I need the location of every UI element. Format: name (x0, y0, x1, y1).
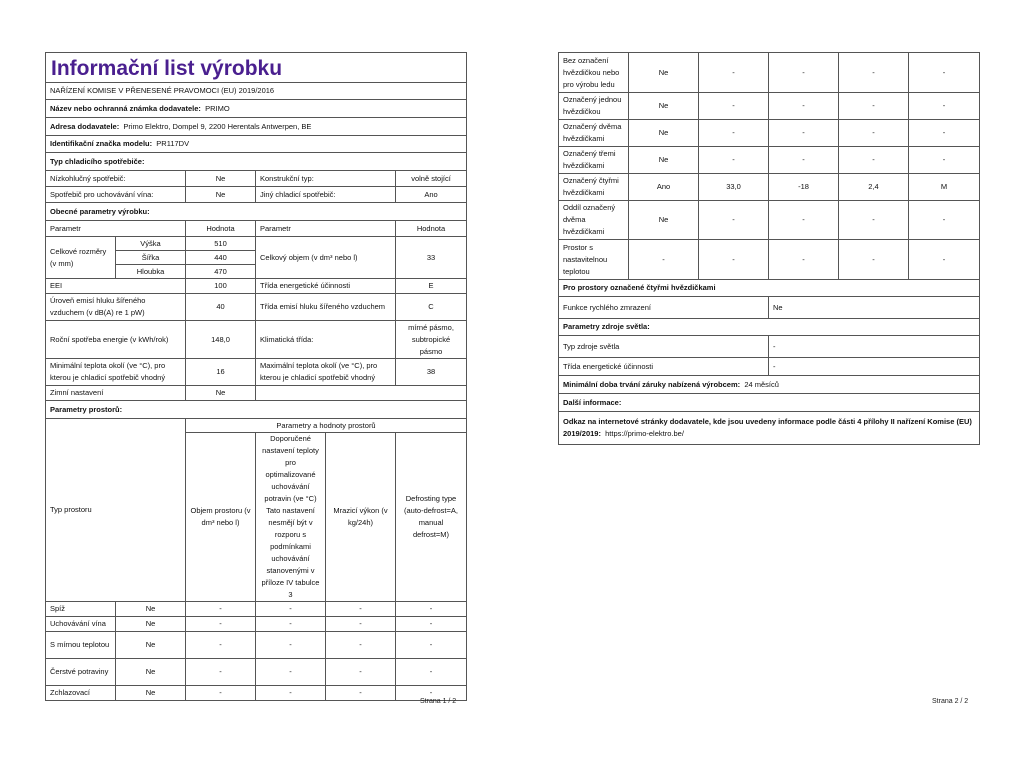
light-class-label: Třída energetické účinnosti (559, 358, 769, 376)
compartment-name: Bez označení hvězdičkou nebo pro výrobu ledu (559, 53, 629, 93)
compartment-volume: - (186, 602, 256, 617)
compartment-volume: - (186, 632, 256, 659)
total-volume-label: Celkový objem (v dm³ nebo l) (256, 237, 396, 279)
page-2-table (558, 52, 980, 445)
compartment-name: Uchovávání vína (46, 617, 116, 632)
compartment-present: Ne (629, 147, 699, 174)
compartment-defrost: - (396, 617, 467, 632)
volume-column-header: Objem prostoru (v dm³ nebo l) (186, 433, 256, 602)
compartment-freeze: - (839, 53, 909, 93)
winter-setting-label: Zimní nastavení (46, 386, 186, 401)
compartment-temp: - (256, 602, 326, 617)
compartment-group-header: Parametry a hodnoty prostorů (186, 419, 467, 433)
four-star-heading: Pro prostory označené čtyřmi hvězdičkami (559, 280, 980, 297)
noise-class-label: Třída emisí hluku šířeného vzduchem (256, 294, 396, 321)
empty-cell (256, 386, 467, 401)
width-value: 440 (186, 251, 256, 265)
compartment-defrost: - (909, 120, 980, 147)
low-noise-label: Nízkohlučný spotřebič: (46, 171, 186, 187)
other-appliance-label: Jiný chladicí spotřebič: (256, 187, 396, 203)
compartment-name: Prostor s nastavitelnou teplotou (559, 240, 629, 280)
compartment-freeze: - (326, 659, 396, 686)
compartment-present: Ne (116, 602, 186, 617)
compartment-freeze: - (326, 632, 396, 659)
compartment-name: Oddíl označený dvěma hvězdičkami (559, 201, 629, 240)
regulation-line: NAŘÍZENÍ KOMISE V PŘENESENÉ PRAVOMOCI (EU) 2019/2016 (46, 83, 467, 100)
compartment-defrost: - (909, 201, 980, 240)
compartment-name: Zchlazovací (46, 686, 116, 701)
fast-freeze-label: Funkce rychlého zmrazení (559, 297, 769, 319)
light-source-heading: Parametry zdroje světla: (559, 319, 980, 336)
appliance-type-heading: Typ chladicího spotřebiče: (46, 153, 467, 171)
climate-class-label: Klimatická třída: (256, 321, 396, 359)
compartment-type-header: Typ prostoru (46, 419, 186, 602)
param-header-2: Parametr (256, 221, 396, 237)
noise-class-value: C (396, 294, 467, 321)
supplier-website: Odkaz na internetové stránky dodavatele, kde jsou uvedeny informace podle části 4 přílohy II nařízení Komise (EU) 2019/2019: https://primo-elektro.be/ (559, 412, 980, 445)
compartment-present: Ne (629, 93, 699, 120)
compartment-temp: - (256, 617, 326, 632)
supplier-address: Adresa dodavatele: Primo Elektro, Dompel 9, 2200 Herentals Antwerpen, BE (46, 118, 467, 136)
more-info-heading: Další informace: (559, 394, 980, 412)
max-temp-label: Maximální teplota okolí (ve °C), pro kterou je chladicí spotřebič vhodný (256, 359, 396, 386)
width-label: Šířka (116, 251, 186, 265)
min-temp-value: 16 (186, 359, 256, 386)
min-temp-label: Minimální teplota okolí (ve °C), pro kterou je chladicí spotřebič vhodný (46, 359, 186, 386)
other-appliance-value: Ano (396, 187, 467, 203)
light-type-value: - (769, 336, 980, 358)
compartment-volume: - (186, 659, 256, 686)
value-header: Hodnota (186, 221, 256, 237)
compartment-temp: - (769, 240, 839, 280)
compartment-defrost: - (396, 686, 467, 701)
light-class-value: - (769, 358, 980, 376)
compartment-present: Ne (629, 120, 699, 147)
compartment-defrost: - (396, 659, 467, 686)
low-noise-value: Ne (186, 171, 256, 187)
compartment-freeze: - (839, 240, 909, 280)
noise-value: 40 (186, 294, 256, 321)
compartment-present: Ano (629, 174, 699, 201)
defrost-column-header: Defrosting type (auto-defrost=A, manual defrost=M) (396, 433, 467, 602)
compartment-volume: - (186, 686, 256, 701)
compartment-name: Spíž (46, 602, 116, 617)
compartment-present: Ne (116, 617, 186, 632)
light-type-label: Typ zdroje světla (559, 336, 769, 358)
compartments-heading: Parametry prostorů: (46, 401, 467, 419)
compartment-temp: - (769, 120, 839, 147)
compartment-present: Ne (116, 686, 186, 701)
compartment-name: Označený dvěma hvězdičkami (559, 120, 629, 147)
eei-value: 100 (186, 279, 256, 294)
compartment-present: Ne (629, 53, 699, 93)
param-header: Parametr (46, 221, 186, 237)
energy-class-value: E (396, 279, 467, 294)
compartment-volume: - (699, 240, 769, 280)
compartment-temp: - (256, 632, 326, 659)
annual-energy-value: 148,0 (186, 321, 256, 359)
compartment-freeze: 2,4 (839, 174, 909, 201)
compartment-temp: - (769, 53, 839, 93)
compartment-name: Označený čtyřmi hvězdičkami (559, 174, 629, 201)
depth-label: Hloubka (116, 265, 186, 279)
compartment-temp: - (769, 147, 839, 174)
compartment-present: Ne (629, 201, 699, 240)
wine-storage-value: Ne (186, 187, 256, 203)
compartment-name: Označený jednou hvězdičkou (559, 93, 629, 120)
compartment-defrost: M (909, 174, 980, 201)
compartment-present: - (629, 240, 699, 280)
compartment-volume: - (186, 617, 256, 632)
page-number-1: Strana 1 / 2 (420, 698, 457, 705)
compartment-volume: - (699, 120, 769, 147)
compartment-volume: - (699, 201, 769, 240)
height-label: Výška (116, 237, 186, 251)
compartment-temp: - (256, 686, 326, 701)
compartment-volume: 33,0 (699, 174, 769, 201)
compartment-temp: - (769, 201, 839, 240)
compartment-name: Označený třemi hvězdičkami (559, 147, 629, 174)
compartment-freeze: - (839, 120, 909, 147)
energy-class-label: Třída energetické účinnosti (256, 279, 396, 294)
compartment-defrost: - (909, 53, 980, 93)
compartment-name: S mírnou teplotou (46, 632, 116, 659)
compartment-defrost: - (396, 632, 467, 659)
wine-storage-label: Spotřebič pro uchovávání vína: (46, 187, 186, 203)
website-link[interactable]: https://primo-elektro.be/ (605, 429, 684, 438)
dimensions-label: Celkové rozměry (v mm) (46, 237, 116, 279)
freezing-column-header: Mrazicí výkon (v kg/24h) (326, 433, 396, 602)
compartment-freeze: - (326, 617, 396, 632)
winter-setting-value: Ne (186, 386, 256, 401)
compartment-freeze: - (326, 686, 396, 701)
compartment-present: Ne (116, 632, 186, 659)
compartment-freeze: - (839, 147, 909, 174)
document-title: Informační list výrobku (46, 53, 467, 83)
warranty: Minimální doba trvání záruky nabízená výrobcem: 24 měsíců (559, 376, 980, 394)
supplier-name: Název nebo ochranná známka dodavatele: PRIMO (46, 100, 467, 118)
temperature-column-header: Doporučené nastavení teploty pro optimalizované uchovávání potravin (ve °C) Tato nastavení nesmějí být v rozporu s podmínkami uchovávání stanovenými v příloze IV tabulce 3 (256, 433, 326, 602)
page-number-2: Strana 2 / 2 (932, 698, 969, 705)
eei-label: EEI (46, 279, 186, 294)
compartment-defrost: - (909, 240, 980, 280)
noise-label: Úroveň emisí hluku šířeného vzduchem (v dB(A) re 1 pW) (46, 294, 186, 321)
compartment-freeze: - (839, 201, 909, 240)
compartment-volume: - (699, 93, 769, 120)
compartment-defrost: - (909, 147, 980, 174)
compartment-defrost: - (396, 602, 467, 617)
compartment-freeze: - (839, 93, 909, 120)
depth-value: 470 (186, 265, 256, 279)
compartment-temp: - (769, 93, 839, 120)
design-type-label: Konstrukční typ: (256, 171, 396, 187)
compartment-temp: -18 (769, 174, 839, 201)
compartment-volume: - (699, 53, 769, 93)
height-value: 510 (186, 237, 256, 251)
compartment-volume: - (699, 147, 769, 174)
design-type-value: volně stojící (396, 171, 467, 187)
compartment-temp: - (256, 659, 326, 686)
model-identifier: Identifikační značka modelu: PR117DV (46, 136, 467, 153)
compartment-defrost: - (909, 93, 980, 120)
compartment-freeze: - (326, 602, 396, 617)
total-volume-value: 33 (396, 237, 467, 279)
max-temp-value: 38 (396, 359, 467, 386)
general-parameters-heading: Obecné parametry výrobku: (46, 203, 467, 221)
climate-class-value: mírné pásmo, subtropické pásmo (396, 321, 467, 359)
annual-energy-label: Roční spotřeba energie (v kWh/rok) (46, 321, 186, 359)
value-header-2: Hodnota (396, 221, 467, 237)
fast-freeze-value: Ne (769, 297, 980, 319)
compartment-present: Ne (116, 659, 186, 686)
page-1-table (45, 52, 467, 701)
compartment-name: Čerstvé potraviny (46, 659, 116, 686)
